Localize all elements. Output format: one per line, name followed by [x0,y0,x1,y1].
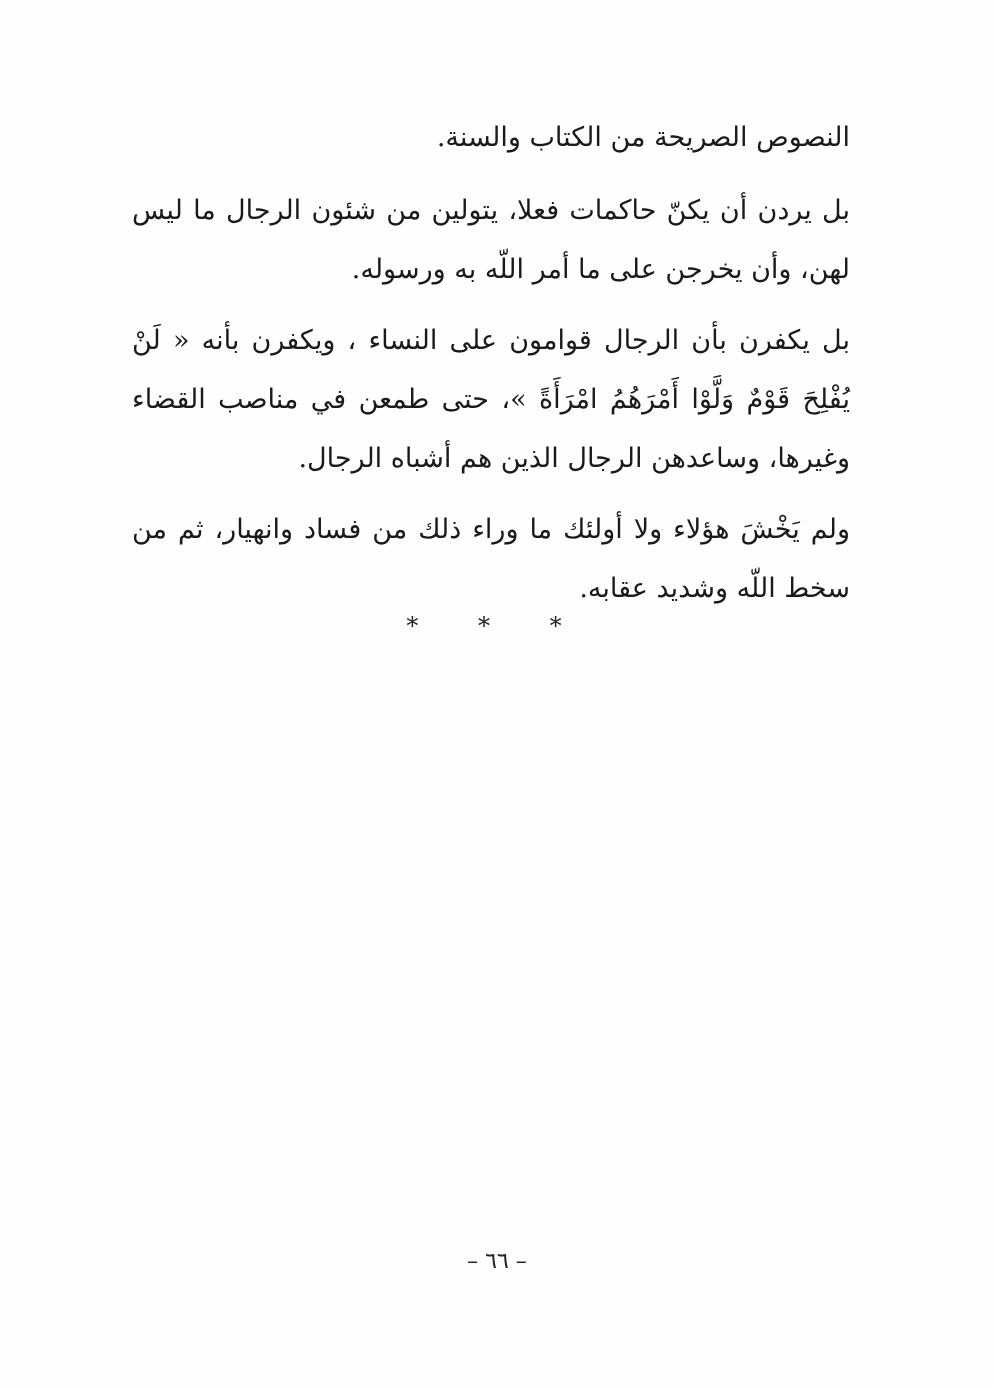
paragraph-3: بل يكفرن بأن الرجال قوامون على النساء ، ويكفرن بأنه « لَنْ يُفْلِحَ قَوْمٌ وَلَّوْا أَمْرَهُمُ امْرَأَةً »، حتى طمعن في مناصب القضاء وغيرها، وساعدهن الرجال الذين هم أشباه الرجال. [132,325,850,474]
paragraph-4: ولم يَخْشَ هؤلاء ولا أولئك ما وراء ذلك من فساد وانهيار، ثم من سخط اللّه وشديد عقابه. [132,514,850,604]
page-number: – ٦٦ – [467,1249,527,1274]
paragraph-2: بل يردن أن يكنّ حاكمات فعلا، يتولين من شئون الرجال ما ليس لهن، وأن يخرجن على ما أمر اللّه به ورسوله. [132,195,850,285]
paragraph-1: النصوص الصريحة من الكتاب والسنة. [436,122,850,153]
body-text [132,108,850,630]
section-separator: * * * [406,612,588,640]
